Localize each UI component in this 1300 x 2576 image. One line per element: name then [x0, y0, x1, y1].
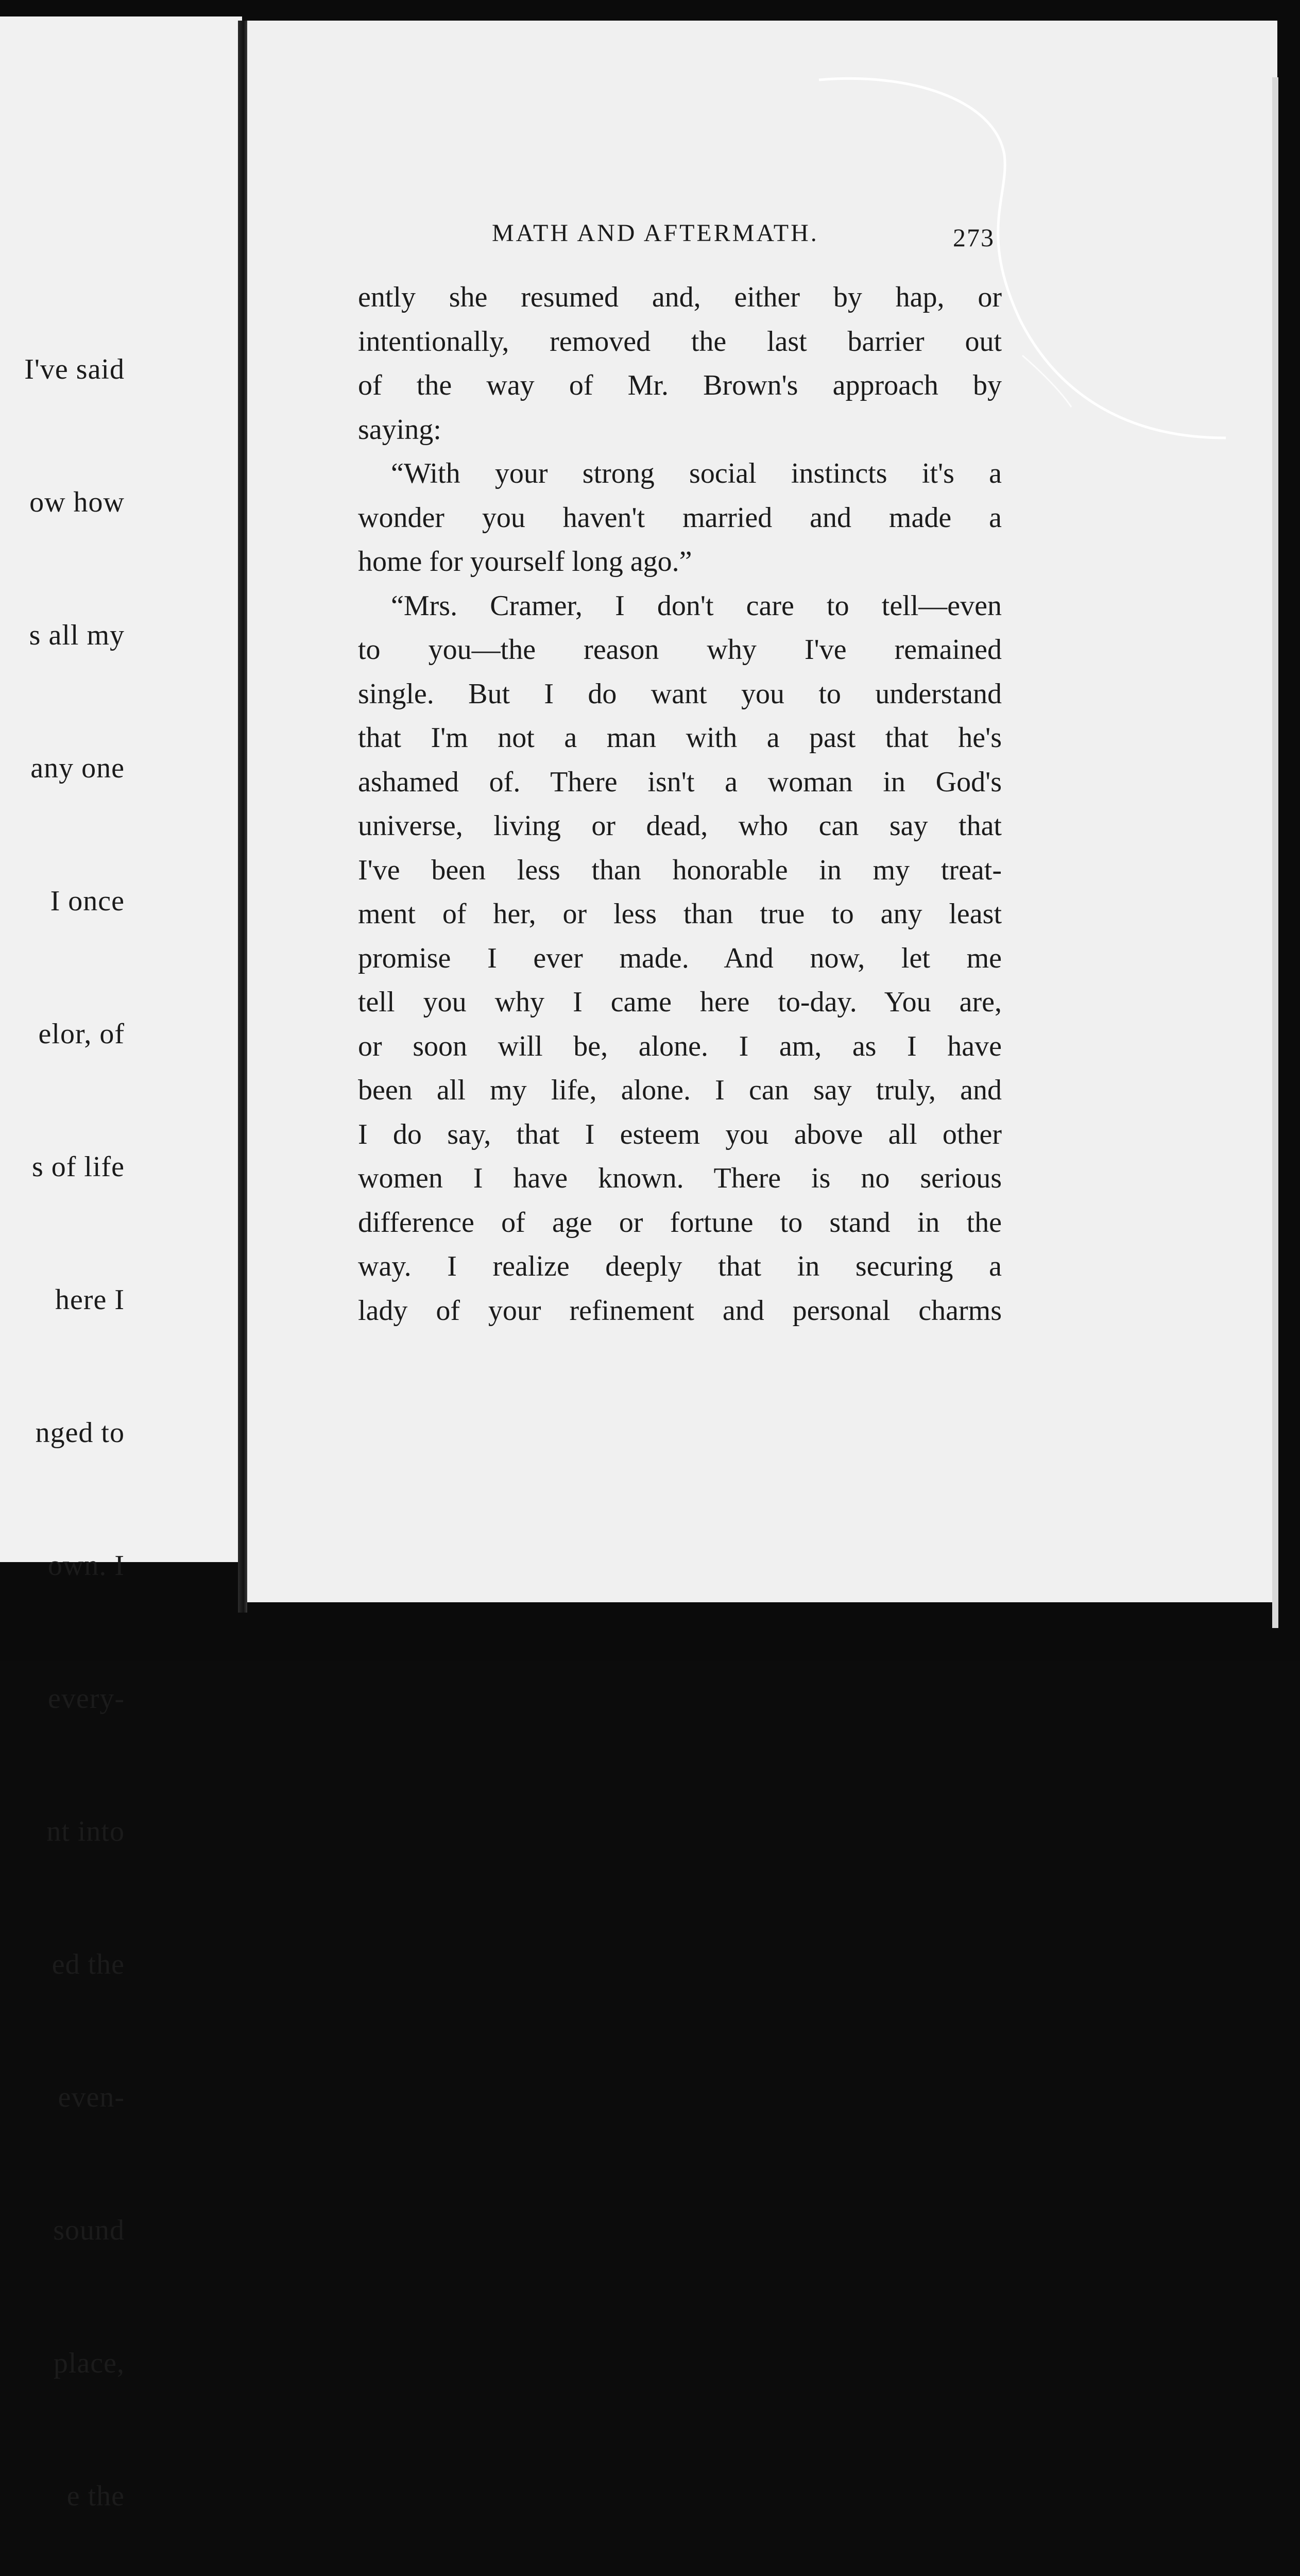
left-page-line: s all my	[29, 619, 125, 651]
left-page-line: s of life	[31, 1151, 125, 1183]
left-page-text	[0, 259, 242, 2576]
text-line: difference of age or fortune to stand in the	[358, 1206, 1002, 1239]
body-text	[358, 276, 1002, 1333]
text-line: “With your strong social instincts it's a	[391, 457, 1002, 489]
text-line: ment of her, or less than true to any least	[358, 898, 1002, 930]
text-line: ashamed of. There isn't a woman in God's	[358, 766, 1002, 798]
left-page-line: here I	[55, 1284, 125, 1316]
text-line: promise I ever made. And now, let me	[358, 942, 1002, 974]
left-page-line: nged to	[35, 1417, 125, 1449]
text-line: been all my life, alone. I can say truly, and	[358, 1074, 1002, 1106]
left-page-line: nt into	[46, 1816, 125, 1848]
left-page-line: even-	[58, 2081, 125, 2113]
left-page-fragment	[0, 16, 242, 2512]
text-line: “Mrs. Cramer, I don't care to tell—even	[391, 589, 1002, 622]
text-line: tell you why I came here to-day. You are,	[358, 986, 1002, 1018]
left-page-line: every-	[47, 1683, 125, 1715]
text-line: that I'm not a man with a past that he's	[358, 722, 1002, 754]
text-line: way. I realize deeply that in securing a	[358, 1250, 1002, 1282]
text-line: women I have known. There is no serious	[358, 1162, 1002, 1194]
left-page-line: e the	[66, 2480, 125, 2512]
left-page-line: I once	[50, 885, 125, 917]
left-page-line: elor, of	[38, 1018, 125, 1050]
text-line: universe, living or dead, who can say that	[358, 810, 1002, 842]
text-line: single. But I do want you to understand	[358, 677, 1002, 710]
text-line: I do say, that I esteem you above all other	[358, 1118, 1002, 1150]
text-line: I've been less than honorable in my treat-	[358, 854, 1002, 886]
text-line: lady of your refinement and personal charms	[358, 1294, 1002, 1327]
left-page-line: place,	[53, 2347, 125, 2379]
page-gutter	[238, 21, 247, 1613]
text-line: intentionally, removed the last barrier out	[358, 325, 1002, 358]
left-page-line: ow how	[29, 486, 125, 518]
text-line: saying:	[358, 413, 441, 446]
page-number: 273	[953, 223, 995, 252]
left-page-line: sound	[53, 2214, 125, 2246]
left-page-line: own. I	[47, 1550, 125, 1582]
text-line: ently she resumed and, either by hap, or	[358, 281, 1002, 313]
text-line: to you—the reason why I've remained	[358, 634, 1002, 666]
left-page-line: any one	[30, 752, 125, 784]
text-line: home for yourself long ago.”	[358, 546, 692, 578]
text-line: or soon will be, alone. I am, as I have	[358, 1030, 1002, 1062]
running-head: MATH AND AFTERMATH.	[492, 219, 819, 247]
text-line: wonder you haven't married and made a	[358, 501, 1002, 534]
left-page-line: I've said	[24, 353, 125, 385]
text-line: of the way of Mr. Brown's approach by	[358, 369, 1002, 401]
page-edge	[1272, 77, 1278, 1628]
left-page-line: ed the	[52, 1948, 125, 1980]
